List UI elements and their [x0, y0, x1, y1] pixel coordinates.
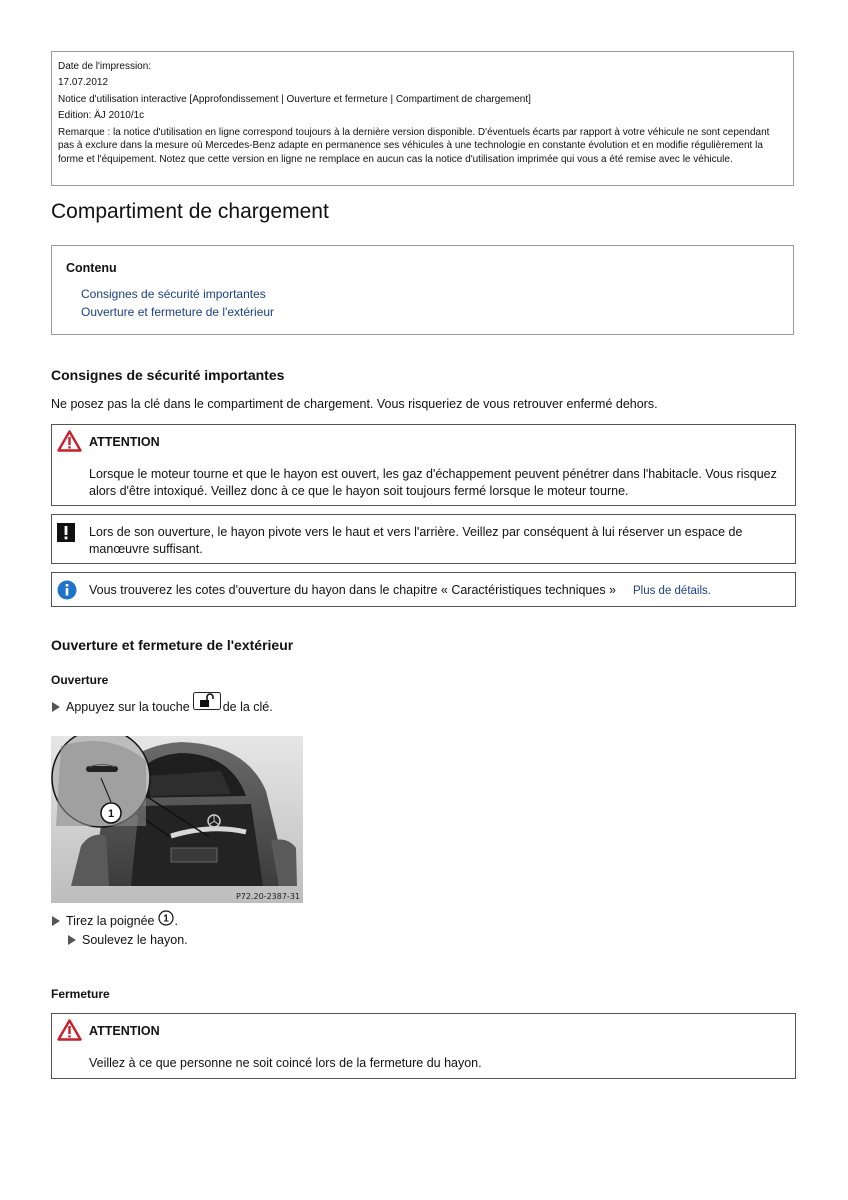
unlock-key-icon: [193, 692, 221, 710]
info-notice: [51, 572, 796, 607]
info-text-body: Vous trouverez les cotes d'ouverture du hayon dans le chapitre « Caractéristiques techniques »: [89, 583, 617, 597]
more-details-link[interactable]: Plus de détails.: [632, 585, 711, 597]
warning-notice: [51, 424, 796, 506]
arrow-bullet-icon: [68, 935, 76, 945]
arrow-bullet-icon: [52, 702, 60, 712]
disclaimer-note: Remarque : la notice d'utilisation en ligne correspond toujours à la dernière version disponible. D'éventuels écarts par rapport à votre véhicule ne sont cependant pas à exclure dans la mesure où Mercedes-Benz adapte en permanence ses véhicules à une technologie en constante évolution et en modifie régulièrement la forme et l'équipement. Notez que cette version en ligne ne remplace en aucun cas la notice d'utilisation imprimée qui vous a été remise avec le véhicule.: [58, 126, 770, 165]
closing-warning-title: ATTENTION: [89, 1024, 160, 1038]
subheading-opening: Ouverture: [51, 673, 109, 687]
photo-reference: P72.20-2387-31: [235, 892, 300, 901]
step-pull-handle: [52, 914, 178, 928]
table-of-contents: [51, 245, 794, 335]
step1-text-after: de la clé.: [222, 700, 273, 714]
closing-warning-text: Veillez à ce que personne ne soit coincé lors de la fermeture du hayon.: [89, 1056, 482, 1070]
step2-end: .: [174, 914, 178, 928]
caution-notice: [51, 514, 796, 564]
print-date: 17.07.2012: [58, 77, 109, 89]
caution-text: Lors de son ouverture, le hayon pivote vers le haut et vers l'arrière. Veillez par conséquent à lui réserver un espace de manœuvre suffisant.: [89, 525, 743, 556]
breadcrumb: Notice d'utilisation interactive [Approfondissement | Ouverture et fermeture | Compartiment de chargement]: [58, 93, 531, 105]
step2-text: Tirez la poignée: [66, 914, 155, 928]
subheading-closing: Fermeture: [51, 987, 110, 1001]
callout-one-number: 1: [163, 913, 170, 925]
tailgate-illustration: [51, 736, 303, 903]
info-circle-icon: [57, 580, 77, 600]
tailgate-photo: [51, 736, 303, 903]
warning-triangle-icon: [57, 1019, 82, 1041]
safety-intro: Ne posez pas la clé dans le compartiment de chargement. Vous risqueriez de vous retrouver enfermé dehors.: [51, 397, 658, 411]
warning-triangle-icon: [57, 430, 82, 452]
section-heading-opening: Ouverture et fermeture de l'extérieur: [51, 637, 294, 653]
arrow-bullet-icon: [52, 916, 60, 926]
warning-title: ATTENTION: [89, 435, 160, 449]
closing-warning-notice: [51, 1013, 796, 1079]
toc-link-opening[interactable]: Ouverture et fermeture de l'extérieur: [81, 305, 275, 319]
step-lift-tailgate: [68, 933, 188, 947]
info-text: [89, 582, 711, 600]
step1-text-before: Appuyez sur la touche: [66, 700, 190, 714]
photo-callout-number: 1: [107, 808, 115, 820]
page-title: Compartiment de chargement: [51, 200, 329, 223]
section-heading-safety: Consignes de sécurité importantes: [51, 367, 285, 383]
print-date-label: Date de l'impression:: [58, 61, 152, 72]
warning-text: Lorsque le moteur tourne et que le hayon est ouvert, les gaz d'échappement peuvent pénétrer dans l'habitacle. Vous risquez alors d'être intoxiqué. Veillez donc à ce que le hayon soit toujours fermé lorsque le moteur tourne.: [89, 467, 777, 498]
callout-one-icon: [158, 910, 174, 926]
toc-heading: Contenu: [66, 261, 117, 275]
print-info-box: [51, 51, 794, 186]
edition: Edition: ÄJ 2010/1c: [58, 110, 145, 122]
toc-link-safety[interactable]: Consignes de sécurité importantes: [81, 287, 266, 301]
step-press-key: [52, 700, 273, 714]
exclamation-square-icon: [57, 523, 75, 542]
step3-text: Soulevez le hayon.: [82, 933, 188, 947]
